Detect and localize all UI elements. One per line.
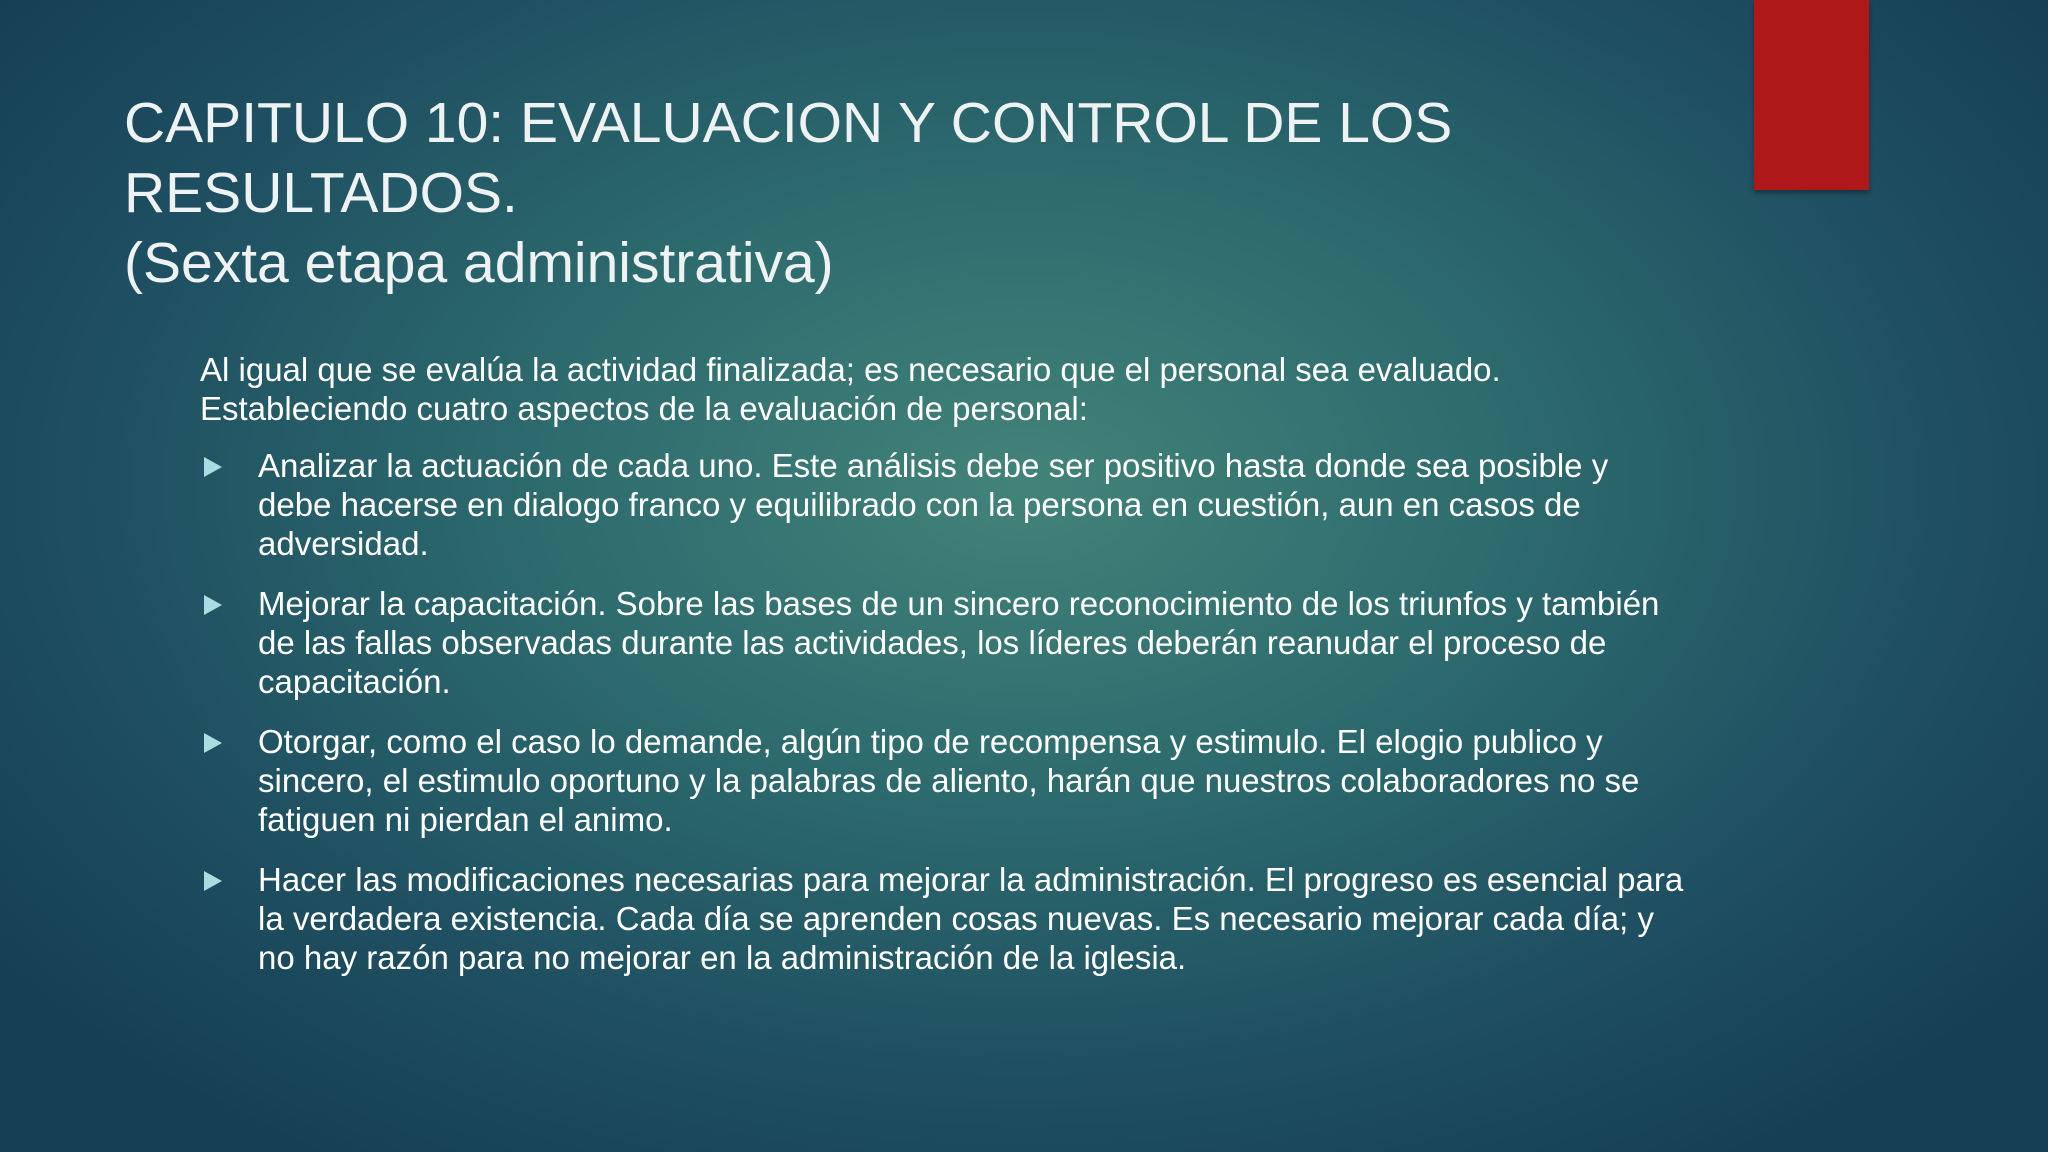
bullet-item xyxy=(200,860,1690,977)
title-line: RESULTADOS. xyxy=(124,161,518,225)
slide-body xyxy=(200,350,1690,998)
intro-paragraph: Al igual que se evalúa la actividad finalizada; es necesario que el personal sea evaluado. Estableciendo cuatro aspectos de la evaluación de personal: xyxy=(200,351,1501,427)
bullet-text: Otorgar, como el caso lo demande, algún tipo de recompensa y estimulo. El elogio publico y sincero, el estimulo oportuno y la palabras de aliento, harán que nuestros colaboradores no se fatiguen ni pierdan el animo. xyxy=(258,723,1640,838)
bullet-text: Mejorar la capacitación. Sobre las bases de un sincero reconocimiento de los triunfos y también de las fallas observadas durante las actividades, los líderes deberán reanudar el proceso de capacitación. xyxy=(258,585,1660,700)
bullet-item xyxy=(200,584,1690,701)
slide-title xyxy=(124,88,1684,298)
bullet-item xyxy=(200,446,1690,563)
triangle-right-icon xyxy=(204,457,222,477)
bullet-list xyxy=(200,446,1690,977)
triangle-right-icon xyxy=(204,733,222,753)
title-line: CAPITULO 10: EVALUACION Y CONTROL DE LOS xyxy=(124,91,1453,155)
bullet-text: Hacer las modificaciones necesarias para mejorar la administración. El progreso es esencial para la verdadera existencia. Cada día se aprenden cosas nuevas. Es necesario mejorar cada día; y no hay razón para no mejorar en la administración de la iglesia. xyxy=(258,861,1684,976)
triangle-right-icon xyxy=(204,595,222,615)
title-line: (Sexta etapa administrativa) xyxy=(124,231,834,295)
triangle-right-icon xyxy=(204,871,222,891)
bullet-text: Analizar la actuación de cada uno. Este análisis debe ser positivo hasta donde sea posible y debe hacerse en dialogo franco y equilibrado con la persona en cuestión, aun en casos de adversidad. xyxy=(258,447,1609,562)
bullet-item xyxy=(200,722,1690,839)
accent-bar xyxy=(1754,0,1869,190)
